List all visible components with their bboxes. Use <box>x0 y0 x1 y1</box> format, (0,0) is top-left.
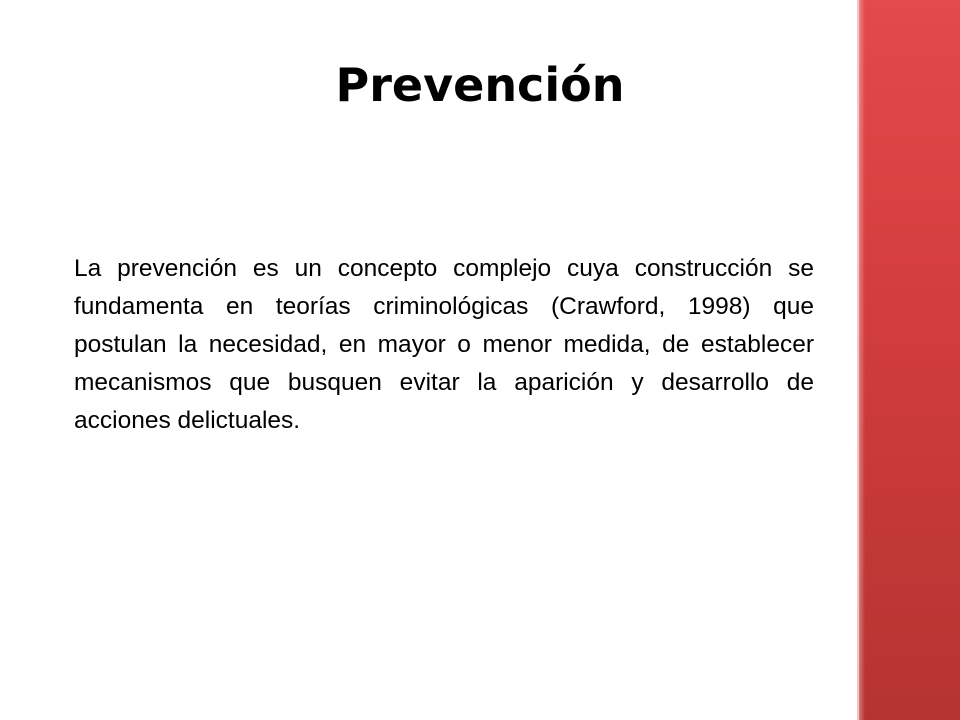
slide-body-text: La prevención es un concepto complejo cuya construcción se fundamenta en teorías criminológicas (Crawford, 1998) que postulan la necesidad, en mayor o menor medida, de establecer mecanismos que busquen evitar la aparición y desarrollo de acciones delictuales. <box>74 255 814 434</box>
slide-title: Prevención <box>335 58 625 112</box>
